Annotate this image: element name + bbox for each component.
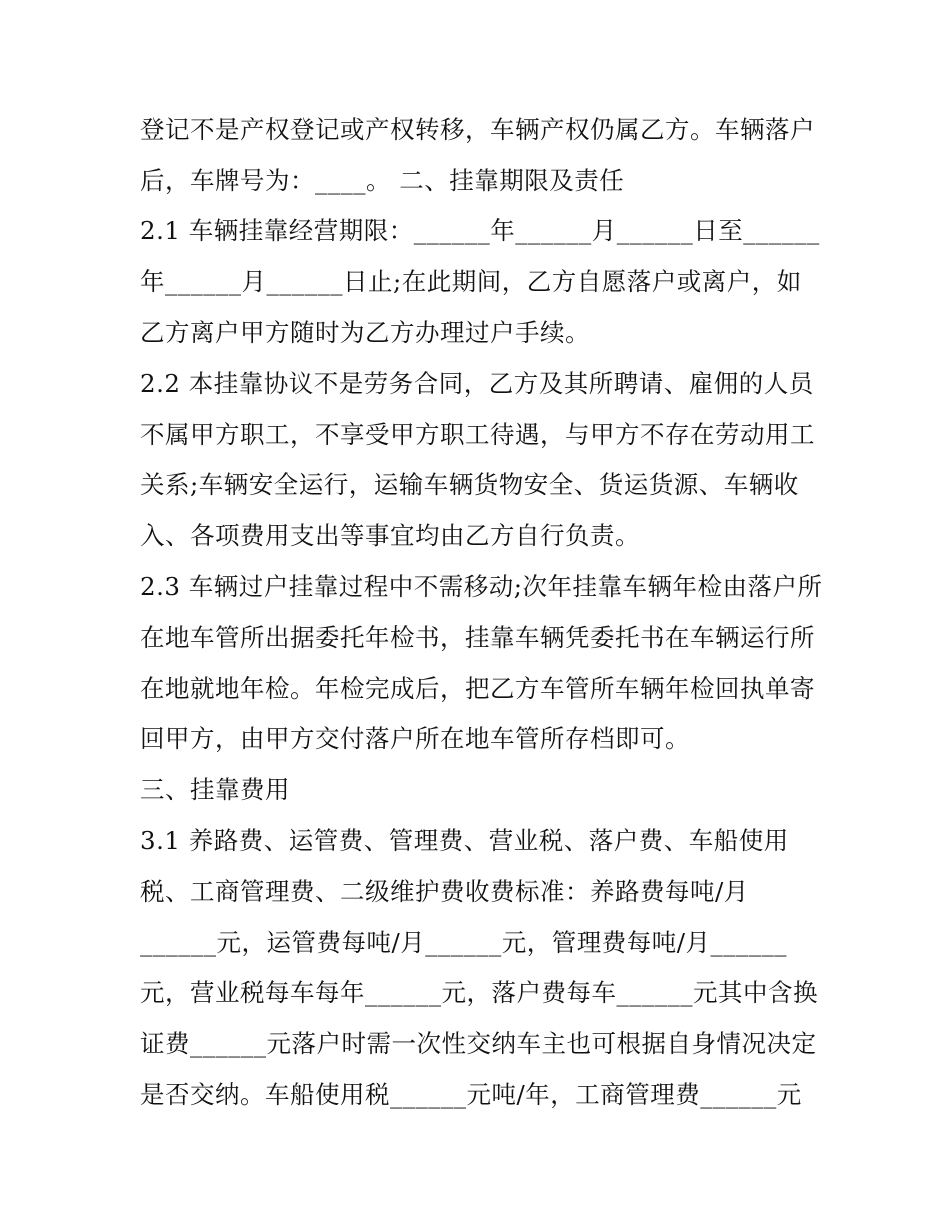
- text-line: 乙方离户甲方随时为乙方办理过户手续。: [140, 318, 590, 347]
- text-line: 元，营业税每车每年______元，落户费每车______元其中含换: [140, 978, 818, 1007]
- section-heading: 三、挂靠费用: [140, 775, 290, 804]
- text-line: 后，车牌号为：____。 二、挂靠期限及责任: [140, 166, 625, 195]
- text-line: 年______月______日止;在此期间，乙方自愿落户或离户，如: [140, 267, 802, 296]
- text-line: 在地车管所出据委托年检书，挂靠车辆凭委托书在车辆运行所: [140, 623, 815, 652]
- text-line: 证费______元落户时需一次性交纳车主也可根据自身情况决定: [140, 1029, 817, 1058]
- text-line: ______元，运管费每吨/月______元，管理费每吨/月______: [140, 928, 788, 957]
- text-line: 税、工商管理费、二级维护费收费标准：养路费每吨/月: [140, 877, 749, 906]
- text-line: 2.3 车辆过户挂靠过程中不需移动;次年挂靠车辆年检由落户所: [140, 572, 823, 601]
- text-line: 关系;车辆安全运行，运输车辆货物安全、货运货源、车辆收: [140, 470, 799, 499]
- text-line: 在地就地年检。年检完成后，把乙方车管所车辆年检回执单寄: [140, 674, 815, 703]
- text-line: 2.1 车辆挂靠经营期限：______年______月______日至______: [140, 216, 820, 245]
- text-line: 3.1 养路费、运管费、管理费、营业税、落户费、车船使用: [140, 826, 789, 855]
- text-line: 2.2 本挂靠协议不是劳务合同，乙方及其所聘请、雇佣的人员: [140, 369, 814, 398]
- text-line: 入、各项费用支出等事宜均由乙方自行负责。: [140, 521, 640, 550]
- text-line: 不属甲方职工，不享受甲方职工待遇，与甲方不存在劳动用工: [140, 420, 815, 449]
- text-line: 是否交纳。车船使用税______元吨/年，工商管理费______元: [140, 1080, 802, 1109]
- text-line: 登记不是产权登记或产权转移，车辆产权仍属乙方。车辆落户: [140, 115, 815, 144]
- text-line: 回甲方，由甲方交付落户所在地车管所存档即可。: [140, 724, 690, 753]
